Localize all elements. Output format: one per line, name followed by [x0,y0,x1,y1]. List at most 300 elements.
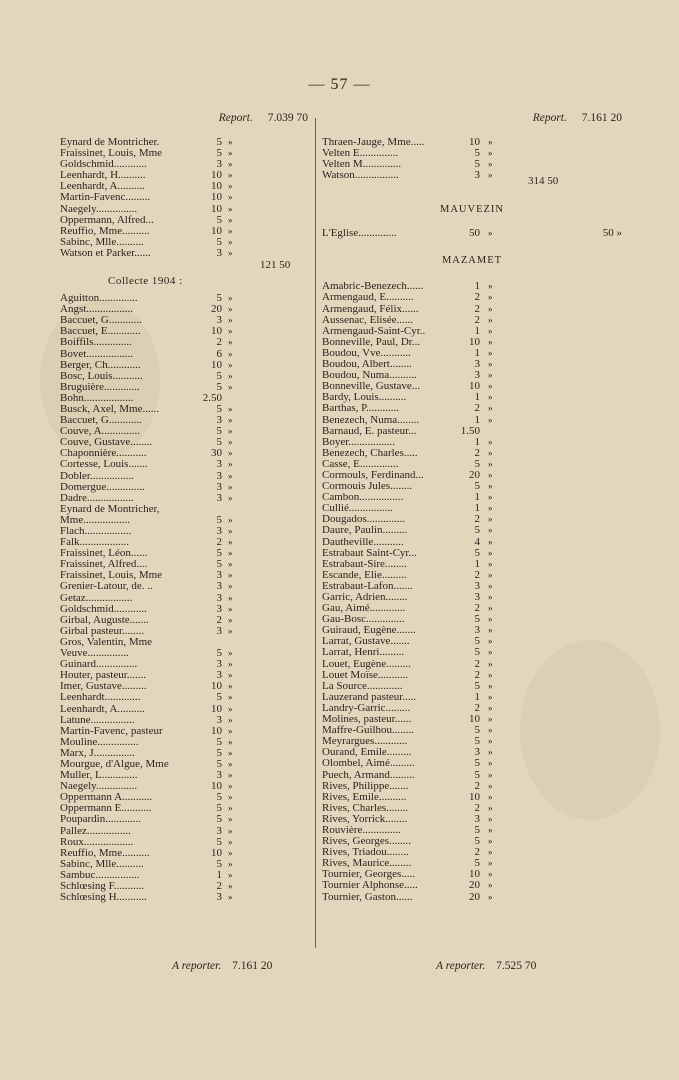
subtotal-value: 50 » [602,227,622,240]
donor-amount: 5 [216,147,222,160]
donor-unit: » [228,214,233,225]
donor-amount: 3 [474,624,480,637]
donor-unit: » [228,192,233,203]
donor-amount: 4 [474,535,480,548]
left-column [60,112,308,903]
list-item [322,415,622,426]
report-label: Report. [218,112,253,124]
donor-unit: » [488,725,493,736]
donor-unit: » [488,714,493,725]
donor-unit: » [228,170,233,181]
donor-amount: 3 [216,624,222,637]
donor-name: Ourand, Emile......... [322,746,412,759]
donor-unit: » [488,702,493,713]
donor-name: Fraissinet, Louis, Mme [60,569,163,582]
donor-amount: 10 [211,358,222,371]
donor-amount: 3 [474,591,480,603]
donor-name: Guiraud, Eugène....... [322,624,416,637]
donor-name: Rives, Philippe....... [322,779,409,792]
donor-unit: » [488,802,493,813]
list-item [60,892,308,903]
donor-amount: 2 [216,613,222,626]
donor-amount: 1 [474,491,480,504]
donor-name: Pallez................ [60,824,131,837]
list-item [322,770,622,781]
donor-name: Escande, Elie......... [322,568,407,581]
report-line [322,112,622,129]
donor-amount: 10 [211,680,222,693]
donor-amount: 5 [474,158,480,171]
report-line [60,112,308,129]
donor-name: Louet Moïse........... [322,668,409,681]
donor-unit: » [228,736,233,747]
donor-unit: » [488,680,493,691]
list-item [322,647,622,658]
donor-unit: » [488,636,493,647]
donor-amount: 5 [474,147,480,160]
donor-name: Garric, Adrien........ [322,591,408,603]
donor-name: Sabinc, Mlle.......... [60,235,144,248]
donor-name: Bruguière............. [60,380,140,393]
donor-name: Cambon................ [322,491,404,504]
donor-name: Bovet................. [60,347,134,360]
donor-unit: » [488,525,493,536]
donor-amount: 5 [216,547,222,560]
donor-amount: 5 [474,757,480,770]
donor-name: Velten M.............. [322,158,402,171]
donor-amount: 30 [211,447,222,460]
donor-unit: » [488,436,493,447]
donor-amount: 5 [216,791,222,804]
donor-name: Velten E.............. [322,147,399,160]
carry-value: 7.161 20 [232,960,273,972]
donor-unit: » [228,403,233,414]
donor-name: Boudou, Numa.......... [322,369,417,382]
donor-name: Mourgue, d'Algue, Mme [60,757,169,770]
donor-name: Estrabaut Saint-Cyr... [322,546,417,559]
donor-name: Dautheville........... [322,535,404,548]
donor-amount: 3 [216,891,222,904]
donor-unit: » [228,459,233,470]
list-item [60,337,308,348]
donor-unit: » [488,414,493,425]
donor-unit: » [488,558,493,569]
donor-amount: 3 [216,480,222,493]
donor-name: Dadre................. [60,491,134,504]
donor-unit: » [488,880,493,891]
donor-unit: » [228,470,233,481]
donor-unit: » [228,537,233,548]
donor-unit: » [488,858,493,869]
donor-amount: 3 [216,713,222,726]
donor-amount: 2.50 [202,391,222,404]
column-divider [315,118,316,948]
donor-name: Puech, Armand......... [322,768,415,781]
donor-unit: » [228,659,233,670]
list-item [60,349,308,360]
donor-unit: » [228,758,233,769]
donor-unit: » [228,692,233,703]
donor-amount: 2 [474,657,480,670]
donor-amount: 10 [469,136,480,148]
donor-amount: 5 [216,213,222,226]
donor-unit: » [228,881,233,891]
donor-amount: 3 [474,369,480,382]
donor-amount: 1 [474,280,480,293]
list-item [60,459,308,470]
list-item [322,170,622,181]
donor-amount: 3 [216,580,222,593]
donor-amount: 2 [474,779,480,792]
donor-amount: 2 [474,313,480,326]
donor-name: Oppermann A........... [60,791,153,804]
collecte-heading: Collecte 1904 : [108,275,183,288]
donor-unit: » [488,791,493,802]
donor-amount: 10 [211,702,222,715]
donor-name: Bonneville, Gustave... [322,380,421,393]
donor-unit: » [488,603,493,614]
donor-amount: 3 [216,769,222,782]
donor-unit: » [488,869,493,880]
donor-amount: 10 [469,868,480,881]
donor-name: Reuffio, Mme.......... [60,224,150,237]
donor-amount: 5 [216,835,222,848]
donor-unit: » [488,303,493,314]
donor-name: Rives, Yorrick........ [322,812,408,825]
donor-name: Berger, Ch............ [60,358,141,371]
donor-amount: 5 [216,558,222,571]
donor-unit: » [488,580,493,591]
page-number: — 57 — [308,76,371,93]
donor-name: Gros, Valentin, Mme [60,635,153,648]
donor-name: Gau-Bosc.............. [322,613,405,626]
donor-unit: » [228,714,233,725]
donor-amount: 2 [474,568,480,581]
donor-name: Watson................ [322,169,399,182]
donor-amount: 20 [469,468,480,481]
donor-name: Leenhardt, H.......... [60,169,146,182]
donor-name: Martin-Favenc, pasteur [60,724,163,737]
donor-name: Reuffio, Mme.......... [60,846,150,859]
donor-amount: 2 [474,402,480,415]
donor-amount: 5 [474,646,480,659]
donor-amount: 1 [474,413,480,426]
donor-amount: 5 [474,857,480,870]
donor-name: Barthas, P............ [322,402,399,415]
donor-amount: 3 [474,358,480,371]
donor-amount: 5 [474,768,480,781]
donor-unit: » [228,836,233,847]
donor-list [60,293,308,903]
donor-amount: 3 [216,458,222,471]
donor-amount: 2 [474,846,480,859]
donor-amount: 2 [474,602,480,615]
donor-name: Bardy, Louis.......... [322,391,407,404]
donor-name: Boiffils.............. [60,336,132,349]
carry-forward [172,960,272,972]
donor-unit: » [228,514,233,525]
donor-unit: » [488,159,493,170]
donor-unit: » [228,348,233,359]
donor-name: Louet, Eugène......... [322,657,411,670]
donor-unit: » [228,315,233,326]
donor-name: Imer, Gustave......... [60,680,147,693]
donor-unit: » [228,370,233,381]
donor-amount: 1 [474,346,480,359]
donor-amount: 3 [474,746,480,759]
donor-amount: 10 [211,191,222,204]
donor-unit: » [228,648,233,659]
list-item [322,537,622,548]
donor-name: Boudou, Albert........ [322,358,412,371]
donor-name: Rives, Emile.......... [322,790,407,803]
donor-unit: » [488,447,493,458]
donor-name: Mouline............... [60,735,139,748]
report-label: Report. [532,112,567,124]
donor-amount: 20 [211,303,222,316]
donor-unit: » [228,426,233,437]
donor-unit: » [228,681,233,692]
donor-unit: » [488,458,493,469]
list-item [60,593,308,604]
donor-name: Sambuc................ [60,868,140,881]
donor-unit: » [488,758,493,769]
donor-name: Rives, Charles........ [322,801,409,814]
donor-unit: » [488,469,493,480]
donor-name: Meyrargues............ [322,735,408,748]
donor-name: Tournier, Georges..... [322,868,415,881]
donor-amount: 5 [216,757,222,770]
donor-name: Lauzerand pasteur..... [322,690,417,703]
donor-unit: » [488,403,493,414]
donor-unit: » [228,415,233,426]
list-item [60,471,308,482]
donor-unit: » [228,448,233,459]
donor-name: Cullié................ [322,502,393,515]
donor-name: Grenier-Latour, de. .. [60,580,153,593]
donor-name: Latune................ [60,713,135,726]
donor-amount: 2 [474,302,480,315]
donor-amount: 2 [216,336,222,349]
donor-amount: 10 [211,180,222,193]
donor-name: Fraissinet, Léon...... [60,547,148,560]
list-item [60,248,308,259]
donor-amount: 2 [474,291,480,304]
donor-name: Molines, pasteur...... [322,713,412,726]
donor-amount: 20 [469,890,480,903]
donor-amount: 5 [216,513,222,526]
donor-name: Cormouis Jules........ [322,480,413,493]
donor-amount: 3 [216,602,222,615]
donor-name: Rouvière.............. [322,823,401,836]
donor-name: Schlœsing F........... [60,880,145,892]
right-column [322,112,622,903]
donor-name: Dougados.............. [322,513,406,526]
carry-label: A reporter. [172,960,222,972]
donor-name: Watson et Parker...... [60,246,151,259]
donor-amount: 1.50 [460,424,480,437]
donor-amount: 10 [211,202,222,215]
donor-unit: » [228,337,233,348]
subtotal-value: 121 50 [260,259,291,272]
donor-unit: » [228,437,233,448]
donor-amount: 5 [216,857,222,870]
donor-name: Rives, Maurice........ [322,857,412,870]
donor-unit: » [228,359,233,370]
donor-amount: 10 [211,724,222,737]
donor-unit: » [488,381,493,392]
donor-amount: 3 [216,669,222,682]
donor-amount: 1 [474,435,480,448]
donor-unit: » [228,614,233,625]
list-item [60,581,308,592]
donor-amount: 2 [474,801,480,814]
donor-unit: » [228,236,233,247]
donor-amount: 5 [474,823,480,836]
donor-unit: » [488,824,493,835]
donor-unit: » [228,725,233,736]
list-item [60,192,308,203]
donor-name: Dobler................ [60,469,134,482]
donor-amount: 5 [216,802,222,815]
report-value: 7.161 20 [581,112,622,124]
donor-amount: 5 [216,436,222,449]
donor-name: Fraissinet, Alfred.... [60,558,148,571]
donor-unit: » [488,359,493,370]
donor-unit: » [488,647,493,658]
list-item [322,892,622,903]
donor-amount: 5 [216,813,222,826]
donor-unit: » [228,603,233,614]
donor-name: Sabinc, Mlle.......... [60,857,144,870]
donor-amount: 3 [474,579,480,592]
donor-amount: 10 [211,325,222,338]
donor-name: Thraen-Jauge, Mme..... [322,136,425,148]
mazamet-heading: MAZAMET [441,255,503,267]
donor-unit: » [488,370,493,381]
donor-unit: » [488,514,493,525]
donor-amount: 1 [474,690,480,703]
donor-unit: » [228,703,233,714]
donor-amount: 10 [469,380,480,393]
donor-amount: 5 [474,679,480,692]
donor-name: Leenhardt............. [60,691,141,704]
donor-amount: 2 [216,536,222,549]
donor-list [322,137,622,181]
donor-unit: » [488,658,493,669]
donor-amount: 5 [474,480,480,493]
list-item [322,304,622,315]
donor-unit: » [488,281,493,292]
donor-amount: 3 [216,469,222,482]
donor-unit: » [488,314,493,325]
donor-name: Baccuet, E............ [60,325,141,338]
donor-amount: 5 [216,647,222,660]
donor-unit: » [228,159,233,170]
donor-unit: » [488,547,493,558]
donor-unit: » [488,325,493,336]
donor-name: Naegely............... [60,780,138,793]
donor-list [322,281,622,902]
donor-name: Tournier, Gaston...... [322,890,413,903]
donor-unit: » [488,625,493,636]
donor-amount: 3 [216,491,222,504]
donor-unit: » [488,492,493,503]
donor-unit: » [488,769,493,780]
report-value: 7.039 70 [267,112,308,124]
donor-unit: » [488,836,493,847]
donor-amount: 3 [216,414,222,427]
donor-name: Poupardin............. [60,813,141,826]
donor-amount: 5 [216,735,222,748]
list-item [322,403,622,414]
donor-amount: 3 [216,314,222,327]
donor-unit: » [488,481,493,492]
donor-amount: 2 [474,701,480,714]
donor-amount: 10 [211,846,222,859]
donor-name: L'Eglise.............. [322,227,397,240]
donor-name: Cortesse, Louis....... [60,458,148,471]
donor-name: Veuve............... [60,647,129,660]
donor-amount: 5 [474,835,480,848]
donor-amount: 5 [216,746,222,759]
list-item [60,204,308,215]
subtotal-line [60,259,308,271]
donor-unit: » [488,137,493,147]
donor-list [60,137,308,259]
donor-unit: » [228,814,233,825]
donor-amount: 2 [474,513,480,526]
donor-amount: 3 [216,569,222,582]
donor-amount: 5 [474,524,480,537]
list-item [322,880,622,891]
donor-unit: » [488,847,493,858]
donor-amount: 2 [216,880,222,892]
donor-name: La Source............. [322,679,403,692]
donor-unit: » [228,869,233,880]
donor-amount: 10 [211,780,222,793]
donor-unit: » [228,304,233,315]
donor-unit: » [488,148,493,159]
donor-name: Eynard de Montricher. [60,136,160,148]
donor-name: Domergue.............. [60,480,145,493]
donor-name: Aguitton.............. [60,292,138,305]
donor-name: Falk.................. [60,536,130,549]
donor-name: Muller, L............. [60,769,138,782]
donor-amount: 3 [474,169,480,182]
donor-amount: 5 [216,136,222,148]
donor-unit: » [228,247,233,258]
donor-amount: 3 [216,246,222,259]
donor-unit: » [228,770,233,781]
donor-name: Casse, E.............. [322,457,399,470]
donor-amount: 5 [216,292,222,305]
donor-name: Roux.................. [60,835,134,848]
donor-unit: » [488,536,493,547]
subtotal-value: 314 50 [528,175,559,188]
donor-unit: » [228,526,233,536]
donor-name: Landry-Garric......... [322,701,411,714]
donor-unit: » [228,825,233,836]
donor-amount: 5 [216,425,222,438]
donor-name: Olombel, Aimé......... [322,757,415,770]
donor-amount: 2 [474,668,480,681]
donor-amount: 50 [469,227,480,240]
carry-forward [436,960,536,972]
donor-name: Getaz................. [60,591,133,604]
donor-unit: » [488,691,493,702]
donor-name: Schlœsing H........... [60,891,147,904]
